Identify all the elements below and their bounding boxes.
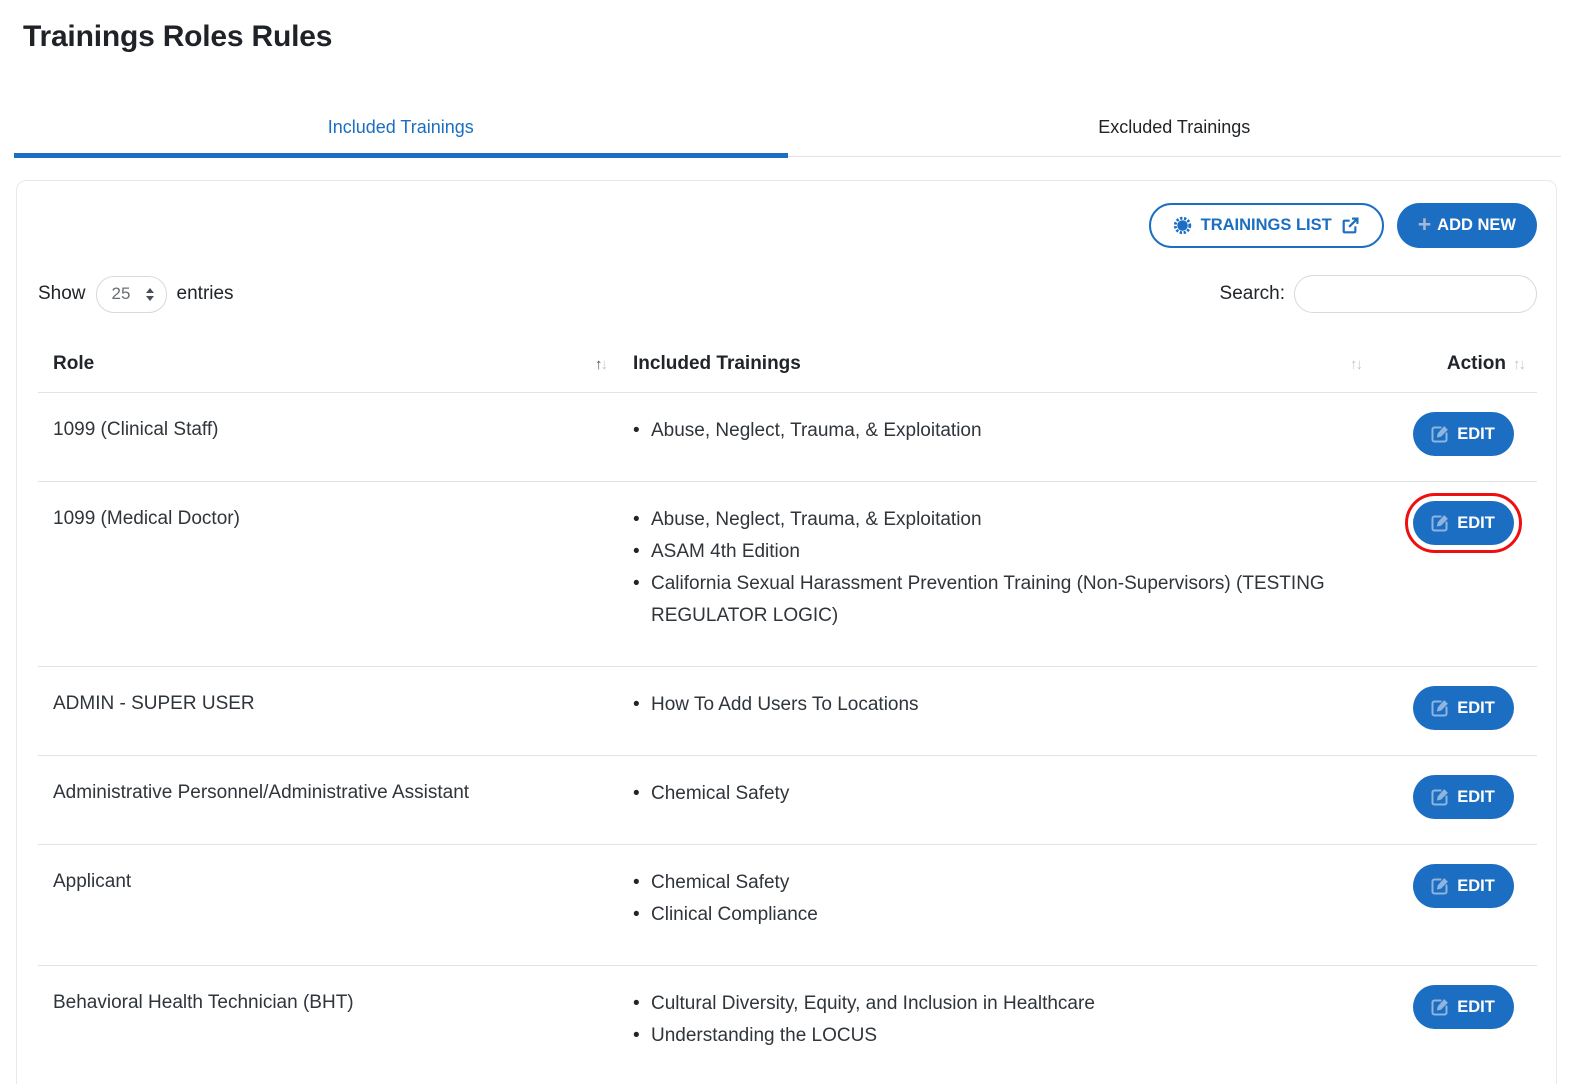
search-label: Search: xyxy=(1219,283,1285,304)
action-cell xyxy=(1389,482,1537,666)
trainings-list xyxy=(618,689,1379,721)
action-cell xyxy=(1389,667,1537,755)
entries-select-value: 25 xyxy=(111,284,131,303)
table-body xyxy=(38,393,1537,1084)
training-item: • Chemical Safety xyxy=(633,778,1379,810)
add-new-button-label: ADD NEW xyxy=(1437,216,1516,234)
edit-button-label: EDIT xyxy=(1457,698,1495,717)
entries-select[interactable] xyxy=(96,276,167,313)
table-header xyxy=(38,339,1537,393)
external-link-icon xyxy=(1341,216,1360,235)
trainings-cell xyxy=(618,393,1389,481)
search-box xyxy=(1220,275,1537,313)
trainings-list xyxy=(618,415,1379,447)
trainings-list xyxy=(618,504,1379,632)
training-item: • Cultural Diversity, Equity, and Inclusion in Healthcare xyxy=(633,988,1379,1020)
edit-pencil-icon xyxy=(1431,699,1449,717)
training-item: • Abuse, Neglect, Trauma, & Exploitation xyxy=(633,504,1379,536)
roles-table xyxy=(38,339,1537,1084)
column-header-role[interactable] xyxy=(38,339,618,392)
column-header-role-label: Role xyxy=(53,353,95,374)
edit-pencil-icon xyxy=(1431,425,1449,443)
training-item: • How To Add Users To Locations xyxy=(633,689,1379,721)
included-trainings-panel xyxy=(16,180,1557,1084)
sort-icon: ↑ ↓ xyxy=(1350,355,1361,373)
edit-button[interactable] xyxy=(1413,501,1514,545)
action-cell xyxy=(1389,393,1537,481)
sort-icon: ↑ ↓ xyxy=(595,355,606,373)
role-cell: ADMIN - SUPER USER xyxy=(53,693,255,714)
edit-button-label: EDIT xyxy=(1457,513,1495,532)
add-new-button[interactable] xyxy=(1397,203,1537,248)
table-row xyxy=(38,756,1537,845)
column-header-trainings-label: Included Trainings xyxy=(633,353,801,374)
trainings-cell xyxy=(618,756,1389,844)
edit-button[interactable] xyxy=(1413,985,1514,1029)
column-header-action-label: Action xyxy=(1446,353,1506,374)
edit-pencil-icon xyxy=(1431,788,1449,806)
search-input[interactable] xyxy=(1294,275,1537,313)
action-cell xyxy=(1389,756,1537,844)
edit-button-label: EDIT xyxy=(1457,787,1495,806)
table-row xyxy=(38,393,1537,482)
edit-button[interactable] xyxy=(1413,864,1514,908)
edit-button-label: EDIT xyxy=(1457,876,1495,895)
tab-included-trainings[interactable]: Included Trainings xyxy=(14,104,788,156)
edit-button-label: EDIT xyxy=(1457,997,1495,1016)
show-entries xyxy=(38,276,234,313)
edit-pencil-icon xyxy=(1431,998,1449,1016)
role-cell: Applicant xyxy=(53,871,132,892)
training-item: • ASAM 4th Edition xyxy=(633,536,1379,568)
gear-badge-icon xyxy=(1173,216,1192,235)
trainings-list xyxy=(618,988,1379,1052)
edit-pencil-icon xyxy=(1431,877,1449,895)
page-title: Trainings Roles Rules xyxy=(23,20,333,53)
plus-icon: + xyxy=(1417,211,1432,237)
trainings-cell xyxy=(618,845,1389,965)
edit-pencil-icon xyxy=(1431,514,1449,532)
table-row xyxy=(38,845,1537,966)
action-cell xyxy=(1389,966,1537,1084)
role-cell: Administrative Personnel/Administrative Assistant xyxy=(53,782,470,803)
sort-icon: ↑ ↓ xyxy=(1513,355,1524,373)
training-item: • Understanding the LOCUS xyxy=(633,1020,1379,1052)
trainings-list xyxy=(618,867,1379,931)
trainings-cell xyxy=(618,966,1389,1084)
column-header-action[interactable] xyxy=(1389,339,1537,392)
tab-excluded-trainings[interactable]: Excluded Trainings xyxy=(1098,117,1251,137)
edit-button[interactable] xyxy=(1413,775,1514,819)
edit-button[interactable] xyxy=(1413,412,1514,456)
edit-button-label: EDIT xyxy=(1457,424,1495,443)
select-arrows-icon xyxy=(146,288,154,301)
training-item: • California Sexual Harassment Prevention Training (Non-Supervisors) (TESTING REGULATOR LOGIC) xyxy=(633,568,1379,632)
edit-button[interactable] xyxy=(1413,686,1514,730)
training-item: • Clinical Compliance xyxy=(633,899,1379,931)
trainings-list-button[interactable] xyxy=(1149,203,1384,248)
role-cell: Behavioral Health Technician (BHT) xyxy=(53,992,354,1013)
role-cell: 1099 (Medical Doctor) xyxy=(53,508,240,529)
trainings-list xyxy=(618,778,1379,810)
action-cell xyxy=(1389,845,1537,965)
table-row xyxy=(38,482,1537,667)
trainings-list-button-label: TRAININGS LIST xyxy=(1200,216,1332,234)
table-row xyxy=(38,966,1537,1084)
column-header-included-trainings[interactable] xyxy=(618,339,1389,392)
trainings-cell xyxy=(618,667,1389,755)
tab-bar xyxy=(14,104,1561,157)
table-row xyxy=(38,667,1537,756)
toolbar xyxy=(38,203,1537,248)
show-label: Show xyxy=(38,283,86,304)
role-cell: 1099 (Clinical Staff) xyxy=(53,419,219,440)
trainings-cell xyxy=(618,482,1389,666)
table-controls xyxy=(38,275,1537,313)
entries-label: entries xyxy=(176,283,234,304)
training-item: • Chemical Safety xyxy=(633,867,1379,899)
training-item: • Abuse, Neglect, Trauma, & Exploitation xyxy=(633,415,1379,447)
